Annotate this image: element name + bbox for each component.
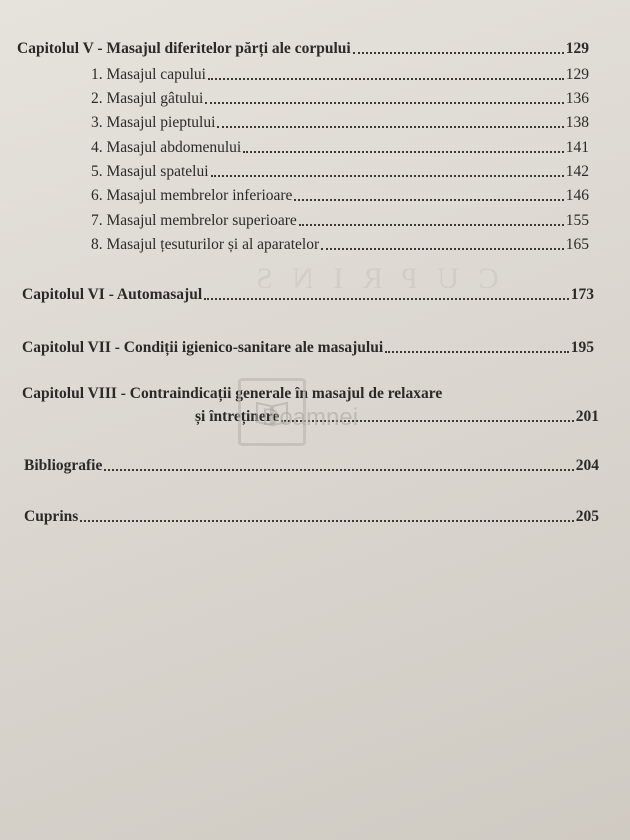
toc-entry-chapter-7[interactable] bbox=[22, 339, 594, 357]
toc-page-number: 195 bbox=[570, 339, 594, 356]
leader-dots bbox=[104, 469, 573, 471]
toc-entry-chapter-5[interactable] bbox=[17, 40, 589, 58]
toc-page-number: 201 bbox=[575, 408, 599, 425]
toc-entry-section-2[interactable] bbox=[91, 90, 589, 108]
toc-page-number: 205 bbox=[575, 508, 599, 525]
toc-entry-chapter-6[interactable] bbox=[22, 286, 594, 304]
toc-page-number: 129 bbox=[565, 66, 589, 83]
toc-entry-label: 4. Masajul abdomenului bbox=[91, 139, 242, 156]
toc-page-number: 146 bbox=[565, 187, 589, 204]
leader-dots bbox=[211, 175, 564, 177]
toc-entry-section-3[interactable] bbox=[91, 114, 589, 132]
toc-entry-label: 6. Masajul membrelor inferioare bbox=[91, 187, 293, 204]
toc-entry-bibliography[interactable] bbox=[24, 457, 599, 475]
toc-page-number: 129 bbox=[565, 40, 589, 57]
toc-page-number: 173 bbox=[570, 286, 594, 303]
toc-entry-section-4[interactable] bbox=[91, 139, 589, 157]
leader-dots bbox=[243, 151, 564, 153]
leader-dots bbox=[208, 78, 564, 80]
leader-dots bbox=[385, 351, 569, 353]
toc-entry-label: 7. Masajul membrelor superioare bbox=[91, 212, 297, 229]
toc-entry-chapter-8-title[interactable]: Capitolul VIII - Contraindicații generale în masajul de relaxare bbox=[22, 385, 443, 402]
toc-page-number: 155 bbox=[565, 212, 589, 229]
toc-entry-section-8[interactable] bbox=[91, 236, 589, 254]
toc-entry-label: Bibliografie bbox=[24, 457, 103, 474]
toc-entry-section-6[interactable] bbox=[91, 187, 589, 205]
toc-entry-label: 2. Masajul gâtului bbox=[91, 90, 204, 107]
toc-entry-label: Capitolul VII - Condiții igienico-sanitare ale masajului bbox=[22, 339, 384, 356]
leader-dots bbox=[204, 298, 569, 300]
leader-dots bbox=[217, 126, 563, 128]
toc-entry-section-5[interactable] bbox=[91, 163, 589, 181]
toc-page-number: 204 bbox=[575, 457, 599, 474]
toc-page-number: 142 bbox=[565, 163, 589, 180]
leader-dots bbox=[299, 224, 564, 226]
toc-page-number: 165 bbox=[565, 236, 589, 253]
leader-dots bbox=[205, 102, 563, 104]
leader-dots bbox=[294, 199, 563, 201]
toc-page-number: 138 bbox=[565, 114, 589, 131]
toc-entry-label: Capitolul V - Masajul diferitelor părți ale corpului bbox=[17, 40, 351, 57]
leader-dots bbox=[321, 248, 564, 250]
leader-dots bbox=[80, 520, 573, 522]
toc-page-number: 136 bbox=[565, 90, 589, 107]
toc-entry-label: Capitolul VI - Automasajul bbox=[22, 286, 203, 303]
toc-entry-label: 5. Masajul spatelui bbox=[91, 163, 209, 180]
toc-entry-label: Cuprins bbox=[24, 508, 79, 525]
toc-entry-label: și întreținere bbox=[195, 408, 280, 425]
toc-entry-label: 3. Masajul pieptului bbox=[91, 114, 216, 131]
toc-page-number: 141 bbox=[565, 139, 589, 156]
toc-entry-section-7[interactable] bbox=[91, 212, 589, 230]
toc-entry-section-1[interactable] bbox=[91, 66, 589, 84]
leader-dots bbox=[353, 52, 564, 54]
toc-entry-label: 8. Masajul țesuturilor și al aparatelor bbox=[91, 236, 320, 253]
bleed-through-heading: C U P R I N S bbox=[250, 262, 499, 295]
watermark-text: Doamnei bbox=[262, 404, 359, 431]
toc-entry-label: 1. Masajul capului bbox=[91, 66, 206, 83]
toc-entry-contents[interactable] bbox=[24, 508, 599, 526]
